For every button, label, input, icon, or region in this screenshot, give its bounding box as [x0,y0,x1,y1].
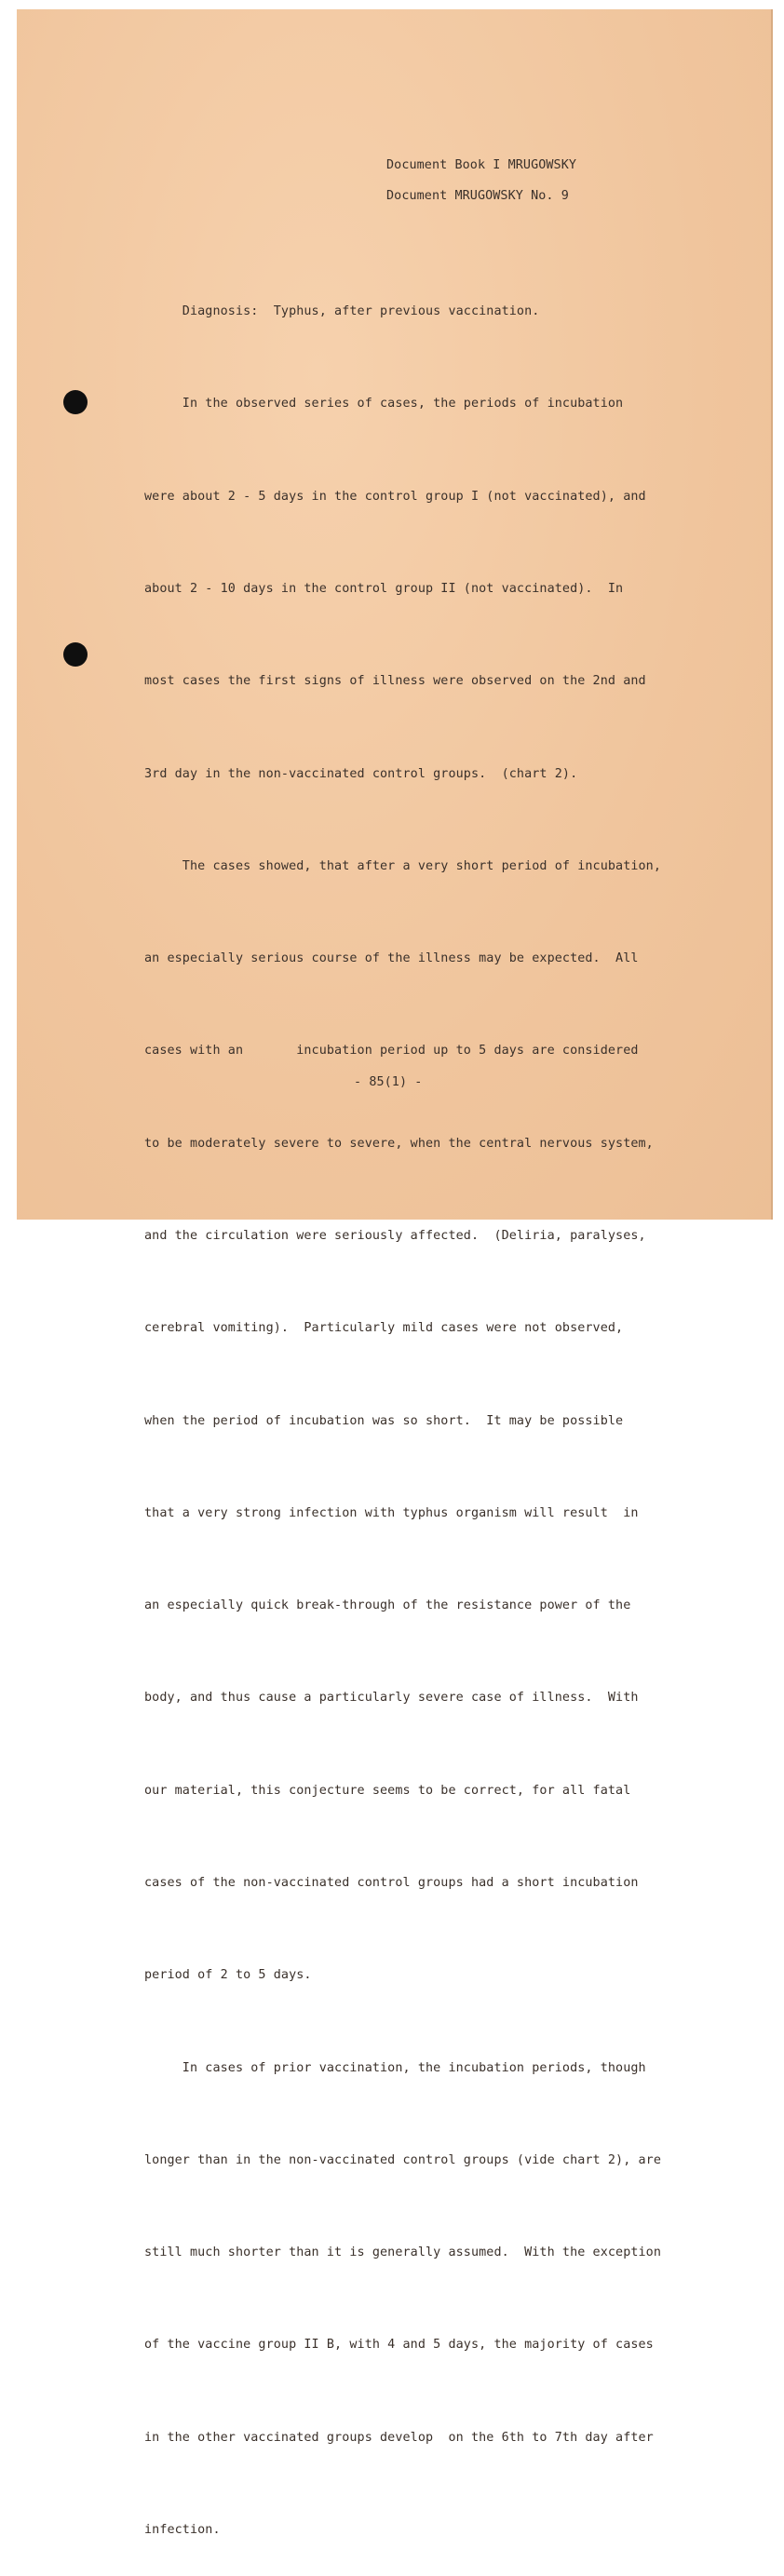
body-line: in the other vaccinated groups develop on the 6th to 7th day after [144,2430,654,2445]
document-book-reference: Document Book I MRUGOWSKY [386,158,577,172]
body-line: body, and thus cause a particularly severe case of illness. With [144,1691,639,1706]
page-number: - 85(1) - [354,1075,423,1089]
body-line: still much shorter than it is generally assumed. With the exception [144,2246,662,2260]
punch-hole [63,390,88,414]
body-line: period of 2 to 5 days. [144,1968,312,1983]
body-line: cases with an incubation period up to 5 days are considered [144,1044,639,1059]
document-number-reference: Document MRUGOWSKY No. 9 [386,189,569,203]
body-line: and the circulation were seriously affected. (Deliria, paralyses, [144,1229,646,1243]
punch-hole [63,642,88,667]
body-line: about 2 - 10 days in the control group II (not vaccinated). In [144,582,624,597]
body-line: that a very strong infection with typhus organism will result in [144,1505,639,1520]
body-line: The cases showed, that after a very short period of incubation, [144,858,662,873]
document-body [144,235,684,2576]
body-line: of the vaccine group II B, with 4 and 5 days, the majority of cases [144,2338,654,2353]
body-line: longer than in the non-vaccinated control groups (vide chart 2), are [144,2152,662,2167]
body-line: our material, this conjecture seems to be correct, for all fatal [144,1783,631,1798]
body-line: cases of the non-vaccinated control groups had a short incubation [144,1875,639,1890]
body-line: Diagnosis: Typhus, after previous vaccination. [144,304,540,319]
body-line: to be moderately severe to severe, when the central nervous system, [144,1136,654,1151]
body-line: In the observed series of cases, the periods of incubation [144,397,624,411]
body-line: an especially serious course of the illness may be expected. All [144,951,639,966]
body-line: an especially quick break-through of the resistance power of the [144,1598,631,1613]
body-line: when the period of incubation was so short. It may be possible [144,1413,624,1428]
body-line: In cases of prior vaccination, the incubation periods, though [144,2060,646,2075]
body-line: most cases the first signs of illness were observed on the 2nd and [144,674,646,689]
body-line: 3rd day in the non-vaccinated control groups. (chart 2). [144,766,578,781]
body-line: infection. [144,2522,221,2537]
body-line: cerebral vomiting). Particularly mild cases were not observed, [144,1321,624,1336]
body-line: were about 2 - 5 days in the control group I (not vaccinated), and [144,489,646,504]
